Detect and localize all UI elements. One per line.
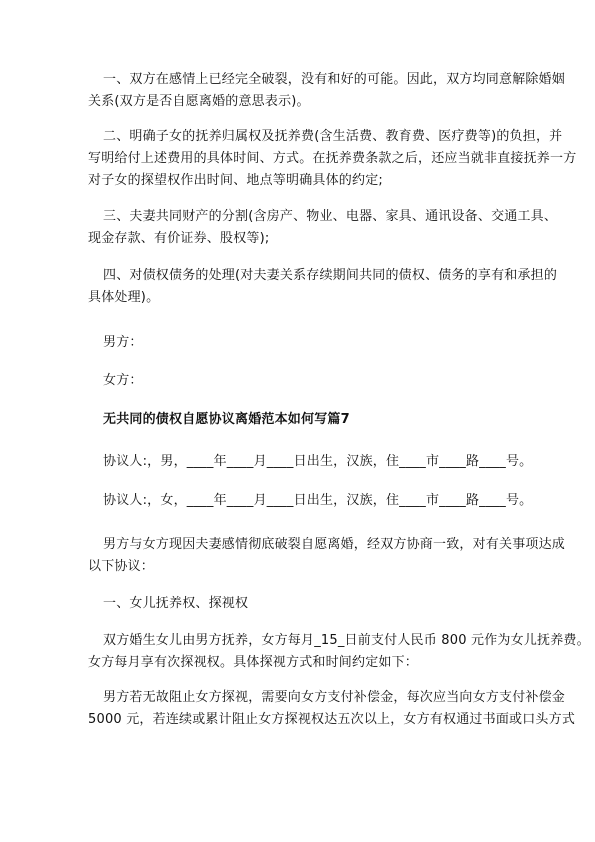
text-line: 以下协议： [88,559,155,574]
text-line: 男方： [103,335,143,350]
section-heading [88,409,520,431]
text-line: 二、明确子女的抚养归属权及抚养费(含生活费、教育费、医疗费等)的负担，并 [103,129,563,144]
text-line: 对子女的探望权作出时间、地点等明确具体的约定; [88,173,383,188]
paragraph-property-division [88,206,558,250]
text-line: 协议人:，女，____年____月____日出生，汉族，住____市____路____号。 [103,493,533,508]
heading-text: 无共同的债权自愿协议离婚范本如何写篇7 [103,412,350,427]
paragraph-daughter-support [88,630,590,674]
text-line: 写明给付上述费用的具体时间、方式。在抚养费条款之后，还应当就非直接抚养一方 [88,151,577,166]
text-line: 双方婚生女儿由男方抚养，女方每月_15_日前支付人民币 800 元作为女儿抚养费。 [103,633,590,648]
text-line: 四、对债权债务的处理(对夫妻关系存续期间共同的债权、债务的享有和承担的 [103,268,558,283]
text-line: 协议人:，男，____年____月____日出生，汉族，住____市____路____号。 [103,454,533,469]
paragraph-divorce-consent [88,69,566,113]
text-line: 三、夫妻共同财产的分割(含房产、物业、电器、家具、通讯设备、交通工具、 [103,209,558,224]
paragraph-child-custody [88,126,577,192]
female-party-info [88,490,533,512]
male-party-info [88,451,533,473]
text-line: 一、女儿抚养权、探视权 [103,596,249,611]
text-line: 女方： [103,373,143,388]
paragraph-debt-handling [88,265,558,309]
paragraph-visitation-penalty [88,687,576,731]
text-line: 男方若无故阻止女方探视，需要向女方支付补偿金，每次应当向女方支付补偿金 [103,690,566,705]
text-line: 具体处理)。 [88,290,160,305]
text-line: 女方每月享有次探视权。具体探视方式和时间约定如下： [88,655,419,670]
subheading-custody-visitation [88,593,520,615]
text-line: 男方与女方现因夫妻感情彻底破裂自愿离婚，经双方协商一致，对有关事项达成 [103,537,566,552]
text-line: 现金存款、有价证券、股权等); [88,231,270,246]
paragraph-agreement-intro [88,534,566,578]
text-line: 一、双方在感情上已经完全破裂，没有和好的可能。因此，双方均同意解除婚姻 [103,72,566,87]
text-line: 关系(双方是否自愿离婚的意思表示)。 [88,94,310,109]
text-line: 5000 元，若连续或累计阻止女方探视权达五次以上，女方有权通过书面或口头方式 [88,712,576,727]
male-party-signature-line [88,332,520,354]
female-party-signature-line [88,370,520,392]
